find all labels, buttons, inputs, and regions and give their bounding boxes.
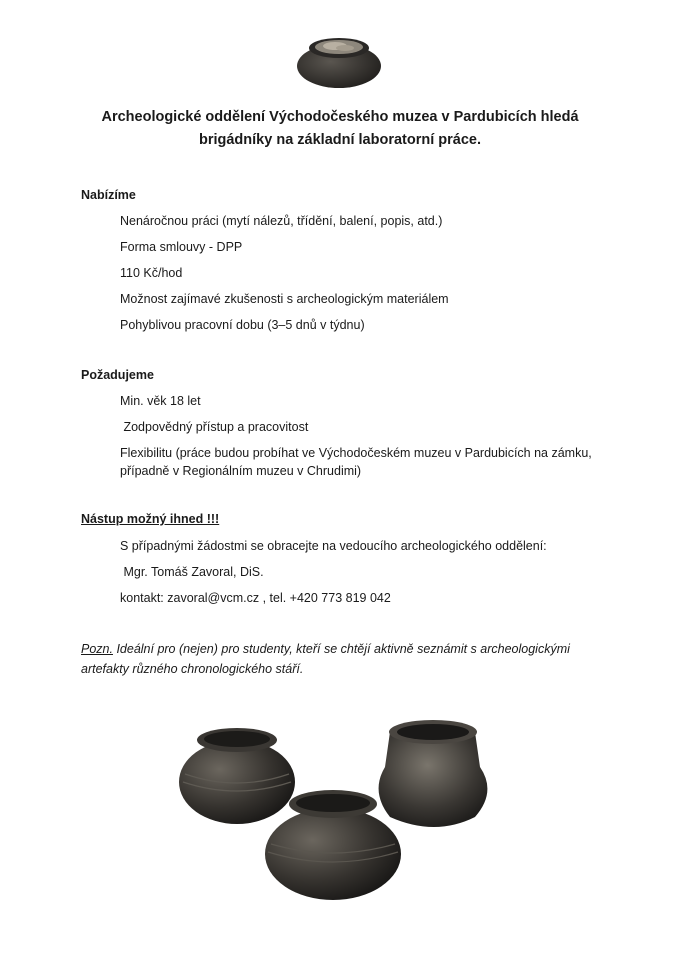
pottery-vessels-image [175, 712, 505, 912]
offer-item: Možnost zajímavé zkušenosti s archeologickým materiálem [120, 292, 449, 306]
note-label: Pozn. [81, 642, 113, 656]
offer-item: Nenáročnou práci (mytí nálezů, třídění, balení, popis, atd.) [120, 214, 443, 228]
contact-name: Mgr. Tomáš Zavoral, DiS. [120, 565, 264, 579]
contact-details: kontakt: zavoral@vcm.cz , tel. +420 773 819 042 [120, 591, 391, 605]
offer-item: 110 Kč/hod [120, 266, 183, 280]
start-heading: Nástup možný ihned !!! [81, 512, 220, 526]
require-item: Min. věk 18 let [120, 394, 201, 408]
offer-item: Pohyblivou pracovní dobu (3–5 dnů v týdnu) [120, 318, 365, 332]
offer-heading: Nabízíme [81, 188, 136, 202]
note-text: Ideální pro (nejen) pro studenty, kteří se chtějí aktivně seznámit s archeologickými artefakty různého chronologického stáří. [81, 642, 570, 676]
require-item: Zodpovědný přístup a pracovitost [120, 420, 309, 434]
offer-item: Forma smlouvy - DPP [120, 240, 243, 254]
require-heading: Požadujeme [81, 368, 154, 382]
require-item: případně v Regionálním muzeu v Chrudimi) [120, 464, 362, 478]
page-title-line-2: brigádníky na základní laboratorní práce. [198, 132, 482, 148]
note [81, 639, 621, 679]
contact-intro: S případnými žádostmi se obracejte na vedoucího archeologického oddělení: [120, 539, 547, 553]
page-title-line-1: Archeologické oddělení Východočeského muzea v Pardubicích hledá [101, 109, 579, 125]
require-item: Flexibilitu (práce budou probíhat ve Východočeském muzeu v Pardubicích na zámku, [120, 446, 592, 460]
pottery-bowl-image [295, 30, 383, 92]
